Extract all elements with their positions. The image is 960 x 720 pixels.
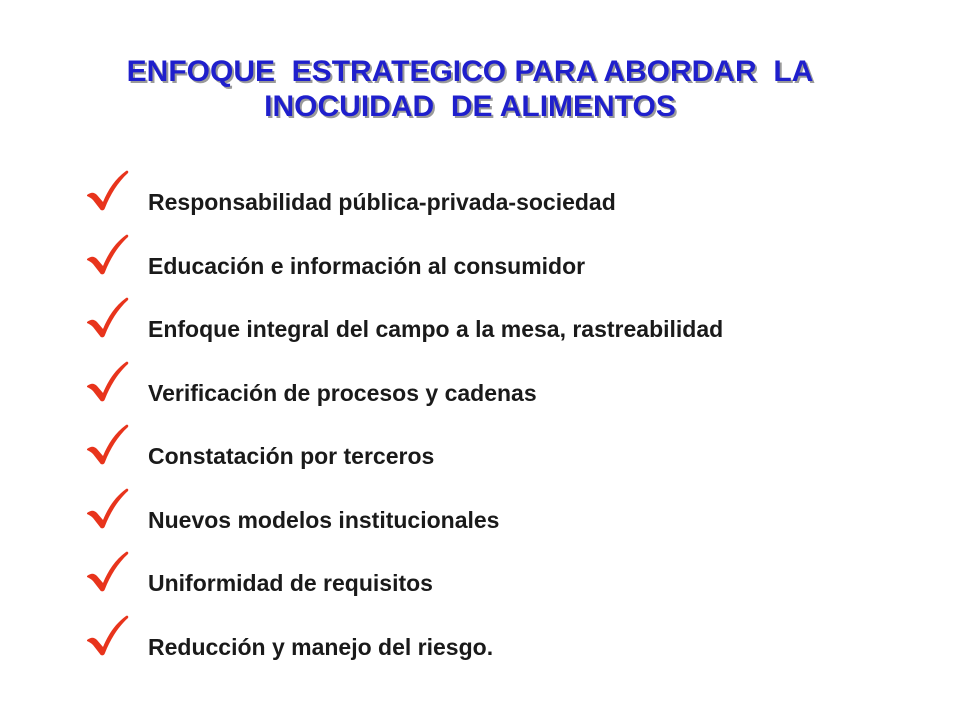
slide-title bbox=[60, 54, 880, 124]
list-item bbox=[84, 613, 924, 677]
list-item-label: Nuevos modelos institucionales bbox=[148, 506, 500, 533]
list-item-label: Reducción y manejo del riesgo. bbox=[148, 633, 494, 660]
list-item bbox=[84, 295, 924, 359]
bullet-list bbox=[84, 168, 924, 676]
checkmark-icon bbox=[84, 359, 130, 405]
slide-title-line-1: ENFOQUE ESTRATEGICO PARA ABORDAR LA bbox=[126, 55, 814, 88]
slide-title-line-2: INOCUIDAD DE ALIMENTOS bbox=[264, 90, 676, 123]
checkmark-icon bbox=[84, 422, 130, 468]
list-item bbox=[84, 168, 924, 232]
checkmark-icon bbox=[84, 549, 130, 595]
checkmark-icon bbox=[84, 232, 130, 278]
checkmark-icon bbox=[84, 613, 130, 659]
list-item-label: Constatación por terceros bbox=[148, 443, 435, 469]
list-item bbox=[84, 359, 924, 423]
checkmark-icon bbox=[84, 295, 130, 341]
list-item bbox=[84, 486, 924, 550]
list-item-label: Verificación de procesos y cadenas bbox=[148, 379, 537, 406]
list-item-label: Educación e información al consumidor bbox=[148, 252, 586, 279]
list-item bbox=[84, 549, 924, 613]
list-item-label: Uniformidad de requisitos bbox=[148, 570, 433, 596]
list-item-label: Enfoque integral del campo a la mesa, rastreabilidad bbox=[148, 316, 724, 342]
checkmark-icon bbox=[84, 168, 130, 214]
list-item bbox=[84, 422, 924, 486]
list-item bbox=[84, 232, 924, 296]
list-item-label: Responsabilidad pública-privada-sociedad bbox=[148, 189, 616, 215]
checkmark-icon bbox=[84, 486, 130, 532]
